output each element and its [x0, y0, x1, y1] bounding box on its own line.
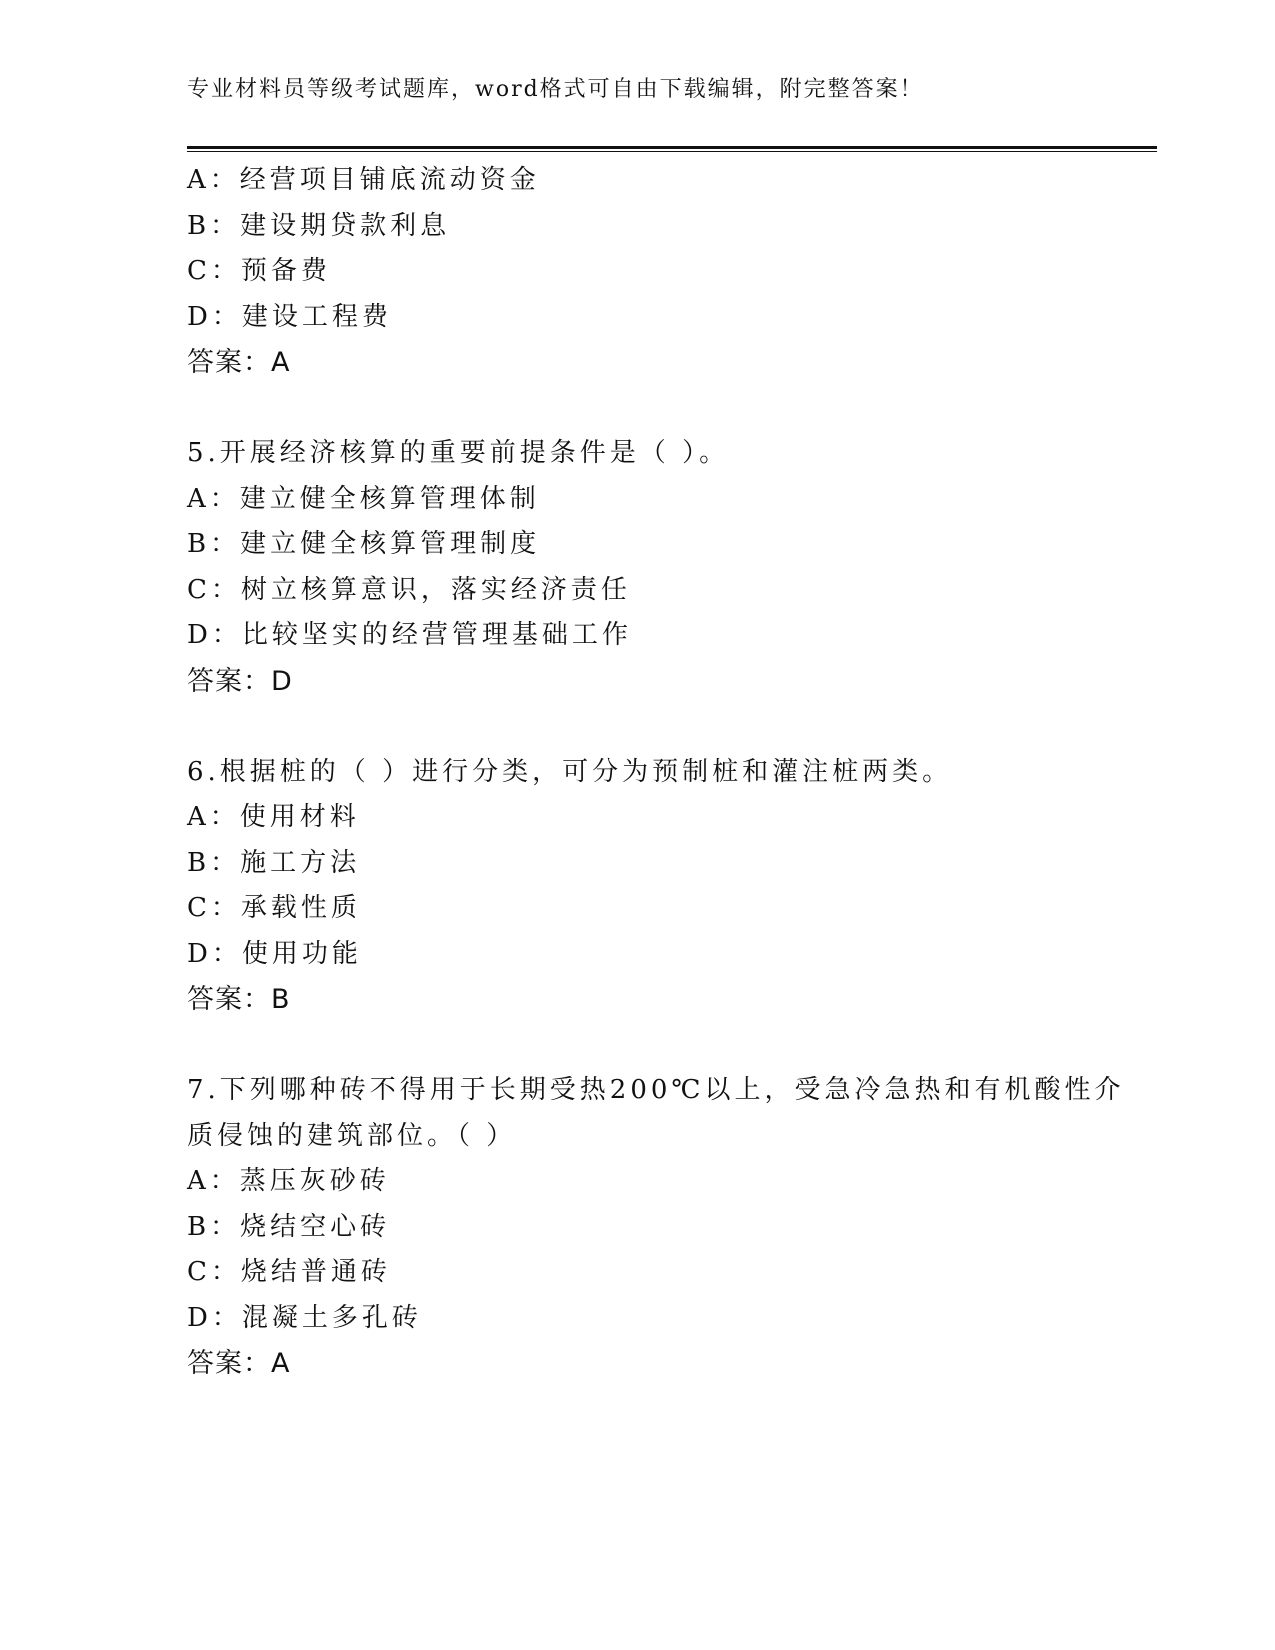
option-a: A：建立健全核算管理体制 [187, 483, 540, 514]
question-stem-line-2: 质侵蚀的建筑部位。（ ） [187, 1120, 517, 1151]
question-stem-line-1: 7.下列哪种砖不得用于长期受热200℃以上，受急冷急热和有机酸性介 [187, 1075, 1125, 1105]
spacer [187, 386, 1087, 431]
question-5 [187, 431, 1087, 705]
spacer [187, 1023, 1087, 1068]
header-rule-thick [187, 146, 1157, 149]
question-list [187, 158, 1125, 1387]
option-d: D：使用功能 [187, 938, 362, 969]
answer-line: 答案：A [187, 1348, 291, 1379]
option-c: C：烧结普通砖 [187, 1257, 391, 1287]
option-b: B：建设期贷款利息 [187, 210, 451, 241]
option-a: A：蒸压灰砂砖 [187, 1166, 390, 1196]
option-c: C：树立核算意识，落实经济责任 [187, 574, 631, 605]
answer-line: 答案：A [187, 347, 291, 378]
option-b: B：施工方法 [187, 847, 361, 878]
page-header: 专业材料员等级考试题库，word格式可自由下载编辑，附完整答案！ [187, 77, 924, 102]
option-d: D：建设工程费 [187, 301, 392, 332]
question-6 [187, 750, 1087, 1024]
header-rule-thin [187, 151, 1157, 152]
option-c: C：预备费 [187, 256, 331, 286]
spacer [187, 705, 1087, 750]
option-b: B：烧结空心砖 [187, 1211, 391, 1242]
option-a: A：使用材料 [187, 802, 360, 832]
option-d: D：混凝土多孔砖 [187, 1302, 422, 1333]
option-b: B：建立健全核算管理制度 [187, 529, 541, 559]
option-a: A：经营项目铺底流动资金 [187, 165, 540, 195]
question-4 [187, 158, 1087, 386]
answer-line: 答案：B [187, 984, 291, 1015]
option-d: D：比较坚实的经营管理基础工作 [187, 620, 632, 650]
question-stem: 6.根据桩的（ ）进行分类，可分为预制桩和灌注桩两类。 [187, 756, 953, 787]
answer-line: 答案：D [187, 665, 293, 697]
question-stem: 5.开展经济核算的重要前提条件是（ ）。 [187, 438, 730, 468]
option-c: C：承载性质 [187, 893, 361, 923]
question-7 [187, 1068, 1125, 1387]
